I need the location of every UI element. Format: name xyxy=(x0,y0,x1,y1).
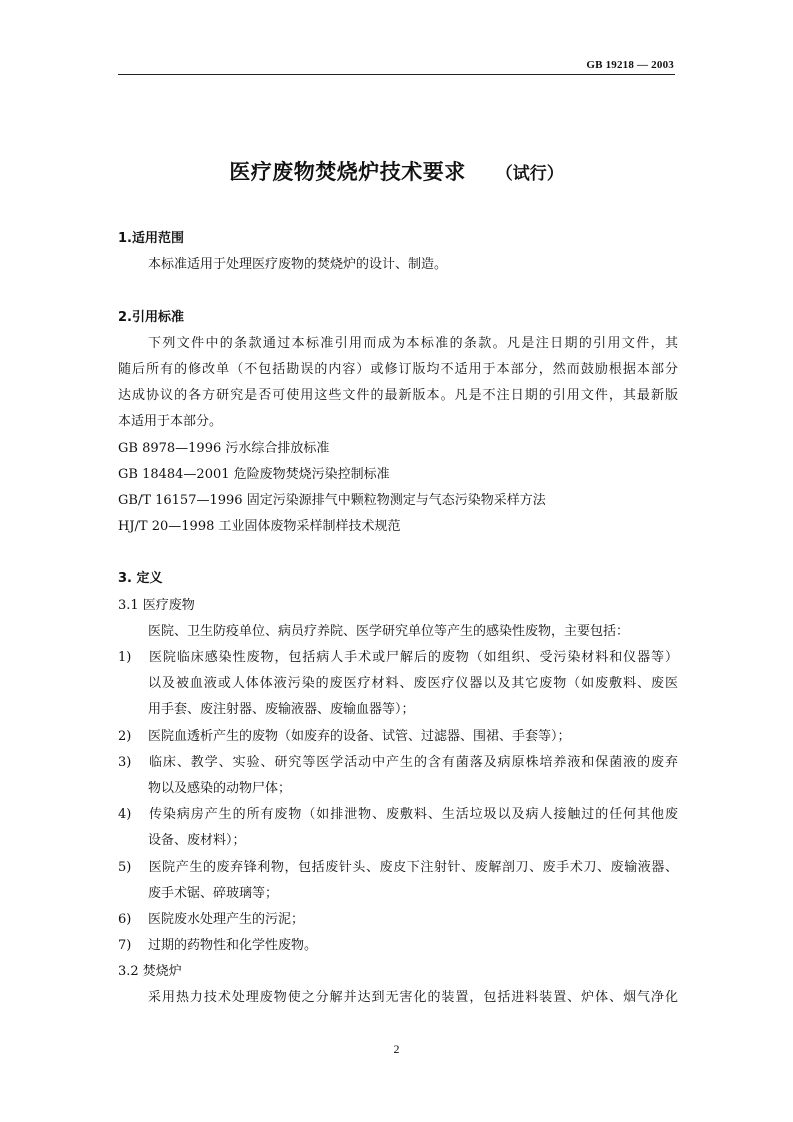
list-item-number: 6) xyxy=(118,911,132,927)
page-number: 2 xyxy=(393,1042,400,1056)
section-heading-references: 2.引用标准 xyxy=(118,309,184,325)
list-item xyxy=(118,802,678,828)
list-item-continuation: 废手术锯、碎玻璃等； xyxy=(148,885,279,901)
references-paragraph-line: 达成协议的各方研究是否可使用这些文件的最新版本。凡是不注日期的引用文件，其最新版 xyxy=(118,388,678,404)
list-item-text: 传染病房产生的所有废物（如排泄物、废敷料、生活垃圾以及病人接触过的任何其他废 xyxy=(148,807,678,823)
list-item-number: 4) xyxy=(118,807,132,823)
definition-label-medical-waste: 3.1 医疗废物 xyxy=(118,597,195,613)
list-item-number: 3) xyxy=(118,754,132,770)
standard-code: GB 19218 — 2003 xyxy=(586,59,674,71)
list-item-text: 临床、教学、实验、研究等医学活动中产生的含有菌落及病原株培养液和保菌液的废弃 xyxy=(148,754,678,770)
section-heading-definitions: 3. 定义 xyxy=(118,571,163,587)
medical-waste-intro: 医院、卫生防疫单位、病员疗养院、医学研究单位等产生的感染性废物，主要包括： xyxy=(148,623,630,639)
list-item-continuation: 物以及感染的动物尸体； xyxy=(148,780,292,796)
list-item-continuation: 用手套、废注射器、废输液器、废输血器等）； xyxy=(148,702,415,718)
list-item-continuation: 以及被血液或人体体液污染的废医疗材料、废医疗仪器以及其它废物（如废敷料、废医 xyxy=(148,676,678,692)
referenced-standard: GB 8978—1996 污水综合排放标准 xyxy=(118,440,330,456)
list-item xyxy=(118,855,678,881)
references-paragraph-line: 本适用于本部分。 xyxy=(118,414,223,430)
references-paragraph-line: 下列文件中的条款通过本标准引用而成为本标准的条款。凡是注日期的引用文件，其 xyxy=(148,335,678,351)
spacer xyxy=(118,540,678,566)
list-item-text: 医院废水处理产生的污泥； xyxy=(148,911,305,927)
scope-body: 本标准适用于处理医疗废物的焚烧炉的设计、制造。 xyxy=(148,257,448,273)
definition-label-incinerator: 3.2 焚烧炉 xyxy=(118,964,182,980)
list-item-continuation: 设备、废材料）； xyxy=(148,833,246,849)
list-item-text: 医院临床感染性废物，包括病人手术或尸解后的废物（如组织、受污染材料和仪器等） xyxy=(148,650,678,665)
section-heading-scope: 1.适用范围 xyxy=(118,231,184,246)
referenced-standard: GB/T 16157—1996 固定污染源排气中颗粒物测定与气态污染物采样方法 xyxy=(118,492,546,508)
title-block xyxy=(0,156,793,186)
list-item-number: 5) xyxy=(118,859,132,875)
list-item xyxy=(118,750,678,776)
incinerator-body: 采用热力技术处理废物使之分解并达到无害化的装置，包括进料装置、炉体、烟气净化 xyxy=(148,990,678,1006)
list-item-number: 1) xyxy=(118,650,132,665)
referenced-standard: GB 18484—2001 危险废物焚烧污染控制标准 xyxy=(118,466,390,482)
list-item-text: 过期的药物性和化学性废物。 xyxy=(148,938,318,954)
referenced-standard: HJ/T 20—1998 工业固体废物采样制样技术规范 xyxy=(118,519,401,535)
list-item-text: 医院血透析产生的废物（如废弃的设备、试管、过滤器、围裙、手套等）； xyxy=(148,728,571,744)
header-rule xyxy=(118,74,675,75)
document-body xyxy=(118,226,678,1012)
list-item xyxy=(118,724,678,750)
references-paragraph-line: 随后所有的修改单（不包括勘误的内容）或修订版均不适用于本部分，然而鼓励根据本部分 xyxy=(118,361,678,377)
list-item xyxy=(118,907,678,933)
spacer xyxy=(118,278,678,304)
page-subtitle: （试行） xyxy=(495,164,564,184)
list-item-number: 7) xyxy=(118,938,132,954)
page-title: 医疗废物焚烧炉技术要求 xyxy=(229,160,466,184)
list-item-text: 医院产生的废弃锋利物，包括废针头、废皮下注射针、废解剖刀、废手术刀、废输液器、 xyxy=(148,859,678,875)
list-item xyxy=(118,645,678,671)
list-item xyxy=(118,933,678,959)
list-item-number: 2) xyxy=(118,728,132,744)
